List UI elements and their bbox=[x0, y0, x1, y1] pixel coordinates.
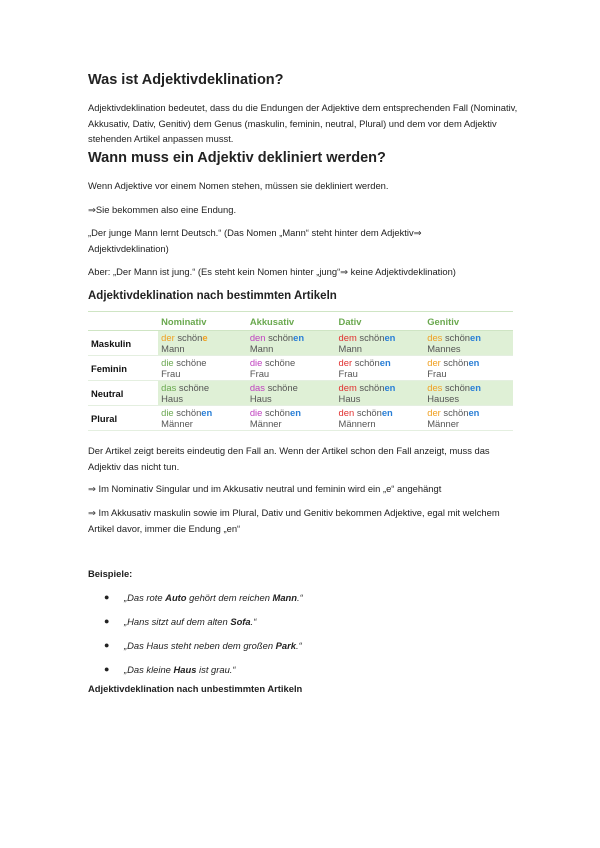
cell-article: des bbox=[427, 332, 443, 343]
cell-noun: Männer bbox=[161, 418, 193, 429]
cell-article: des bbox=[427, 382, 443, 393]
example-paragraph-1: „Der junge Mann lernt Deutsch.“ (Das Nomen „Mann“ steht hinter dem Adjektiv⇒ Adjektivdeklination) bbox=[88, 227, 422, 254]
declension-cell bbox=[158, 331, 247, 356]
list-item bbox=[88, 614, 303, 638]
cell-ending: en bbox=[379, 357, 391, 368]
article-paragraph: Der Artikel zeigt bereits eindeutig den Fall an. Wenn der Artikel schon den Fall anzeigt, muss das Adjektiv das nicht tun. bbox=[88, 445, 490, 472]
cell-ending: en bbox=[384, 332, 396, 343]
cell-noun: Mann bbox=[249, 343, 274, 354]
bullet-icon: ● bbox=[104, 640, 110, 650]
example-post: .“ bbox=[250, 616, 257, 627]
example-mid: gehört dem reichen bbox=[186, 592, 273, 603]
table-header-row bbox=[88, 312, 513, 331]
row-label: Feminin bbox=[91, 362, 127, 374]
example-post: “ bbox=[232, 664, 236, 675]
header-corner bbox=[88, 312, 158, 331]
declension-cell bbox=[158, 356, 247, 381]
bullet-icon: ● bbox=[104, 616, 110, 626]
example-b1: Sofa bbox=[230, 616, 251, 627]
bullet-icon: ● bbox=[104, 664, 110, 674]
examples-list bbox=[88, 590, 303, 686]
row-label: Neutral bbox=[91, 387, 124, 399]
header-nominativ: Nominativ bbox=[158, 312, 247, 331]
cell-article: den bbox=[249, 332, 266, 343]
cell-ending: en bbox=[468, 407, 480, 418]
cell-adjective: schön bbox=[443, 407, 469, 418]
cell-noun: Mannes bbox=[427, 343, 461, 354]
cell-ending: en bbox=[290, 407, 301, 418]
example-post: .“ bbox=[296, 640, 302, 651]
declension-cell bbox=[336, 356, 425, 381]
example-b1: Haus bbox=[173, 664, 197, 675]
cell-adjective: schön bbox=[177, 332, 203, 343]
cell-adjective: schön bbox=[359, 332, 385, 343]
row-label: Maskulin bbox=[91, 337, 132, 349]
cell-adjective: schöne bbox=[267, 382, 298, 393]
header-dativ: Dativ bbox=[336, 312, 425, 331]
cell-noun: Hauses bbox=[427, 393, 460, 404]
cell-ending: en bbox=[470, 332, 481, 343]
heading-what-is: Was ist Adjektivdeklination? bbox=[88, 72, 284, 88]
cell-article: dem bbox=[338, 382, 357, 393]
example-b2: Mann bbox=[272, 592, 298, 603]
declension-cell bbox=[247, 381, 336, 406]
rule-paragraph-1: ⇒ Im Nominativ Singular und im Akkusativ neutral und feminin wird ein „e“ angehängt bbox=[88, 483, 442, 494]
heading-definite: Adjektivdeklination nach bestimmten Artikeln bbox=[88, 290, 337, 302]
declension-cell bbox=[424, 381, 513, 406]
cell-adjective: schön bbox=[264, 407, 290, 418]
declension-cell bbox=[424, 406, 513, 431]
cell-noun: Frau bbox=[249, 368, 270, 379]
cell-noun: Frau bbox=[161, 368, 181, 379]
cell-noun: Männer bbox=[249, 418, 282, 429]
cell-adjective: schön bbox=[356, 407, 382, 418]
list-item bbox=[88, 638, 303, 662]
cell-noun: Mann bbox=[338, 343, 362, 354]
cell-ending: en bbox=[470, 382, 481, 393]
cell-ending: en bbox=[381, 407, 393, 418]
row-label: Plural bbox=[91, 412, 118, 424]
cell-article: die bbox=[249, 407, 263, 418]
cell-article: der bbox=[161, 332, 175, 343]
bullet-icon: ● bbox=[104, 592, 110, 602]
cell-ending: en bbox=[384, 382, 396, 393]
cell-adjective: schön bbox=[354, 357, 380, 368]
intro-paragraph: Adjektivdeklination bedeutet, dass du die Endungen der Adjektive dem entsprechenden Fall (Nominativ, Akkusativ, Dativ, Genitiv) dem Genus (maskulin, feminin, neutral, Plural) und dem vor dem Adjektiv stehenden Artikel anpassen musst. bbox=[88, 102, 518, 144]
heading-indefinite: Adjektivdeklination nach unbestimmten Artikeln bbox=[88, 683, 303, 694]
cell-adjective: schön bbox=[268, 332, 294, 343]
example-b1: Auto bbox=[165, 592, 187, 603]
cell-adjective: schön bbox=[443, 357, 469, 368]
list-item bbox=[88, 590, 303, 614]
table-row bbox=[88, 331, 513, 356]
cell-article: der bbox=[427, 407, 441, 418]
cell-article: das bbox=[249, 382, 265, 393]
table-row bbox=[88, 381, 513, 406]
cell-article: die bbox=[161, 357, 174, 368]
cell-noun: Haus bbox=[161, 393, 184, 404]
cell-noun: Haus bbox=[338, 393, 361, 404]
cell-ending: en bbox=[293, 332, 305, 343]
declension-cell bbox=[336, 381, 425, 406]
cell-article: die bbox=[249, 357, 263, 368]
cell-adjective: schön bbox=[359, 382, 385, 393]
cell-ending: en bbox=[468, 357, 480, 368]
cell-noun: Männern bbox=[338, 418, 376, 429]
example-mid: ist grau. bbox=[196, 664, 233, 675]
declension-cell bbox=[158, 381, 247, 406]
header-genitiv: Genitiv bbox=[424, 312, 513, 331]
cell-adjective: schöne bbox=[264, 357, 296, 368]
declension-cell bbox=[336, 331, 425, 356]
heading-when: Wann muss ein Adjektiv dekliniert werden? bbox=[88, 150, 386, 166]
declension-cell bbox=[247, 331, 336, 356]
arrow-paragraph-1: ⇒Sie bekommen also eine Endung. bbox=[88, 204, 237, 215]
cell-noun: Frau bbox=[427, 368, 447, 379]
cell-adjective: schön bbox=[444, 332, 471, 343]
declension-cell bbox=[158, 406, 247, 431]
header-akkusativ: Akkusativ bbox=[247, 312, 336, 331]
cell-noun: Haus bbox=[249, 393, 272, 404]
declension-cell bbox=[336, 406, 425, 431]
when-paragraph: Wenn Adjektive vor einem Nomen stehen, müssen sie dekliniert werden. bbox=[88, 180, 389, 191]
cell-noun: Mann bbox=[161, 343, 185, 354]
cell-adjective: schön bbox=[176, 407, 202, 418]
example-b1: Park bbox=[275, 640, 296, 651]
declension-cell bbox=[424, 356, 513, 381]
rule-paragraph-2: ⇒ Im Akkusativ maskulin sowie im Plural, Dativ und Genitiv bekommen Adjektive, egal mit welchem Artikel davor, immer die Endung „en“ bbox=[88, 507, 500, 534]
table-row bbox=[88, 406, 513, 431]
declension-cell bbox=[247, 406, 336, 431]
cell-noun: Männer bbox=[427, 418, 460, 429]
cell-article: der bbox=[338, 357, 353, 368]
cell-adjective: schön bbox=[444, 382, 471, 393]
example-pre: „Das Haus steht neben dem großen bbox=[124, 640, 276, 651]
table-row bbox=[88, 356, 513, 381]
cell-article: das bbox=[161, 382, 177, 393]
cell-ending: e bbox=[202, 332, 208, 343]
cell-article: die bbox=[161, 407, 174, 418]
declension-cell bbox=[247, 356, 336, 381]
example-pre: „Das rote bbox=[124, 592, 166, 603]
cell-article: dem bbox=[338, 332, 357, 343]
example-pre: „Das kleine bbox=[124, 664, 174, 675]
cell-adjective: schöne bbox=[178, 382, 210, 393]
cell-ending: en bbox=[201, 407, 213, 418]
cell-article: den bbox=[338, 407, 355, 418]
cell-noun: Frau bbox=[338, 368, 358, 379]
declension-table bbox=[88, 311, 513, 431]
example-post: .“ bbox=[297, 592, 303, 603]
example-pre: „Hans sitzt auf dem alten bbox=[124, 616, 231, 627]
cell-adjective: schöne bbox=[176, 357, 207, 368]
declension-cell bbox=[424, 331, 513, 356]
beispiele-label: Beispiele: bbox=[88, 568, 133, 579]
cell-article: der bbox=[427, 357, 441, 368]
example-paragraph-2: Aber: „Der Mann ist jung.“ (Es steht kein Nomen hinter „jung“⇒ keine Adjektivdeklination) bbox=[88, 266, 456, 277]
